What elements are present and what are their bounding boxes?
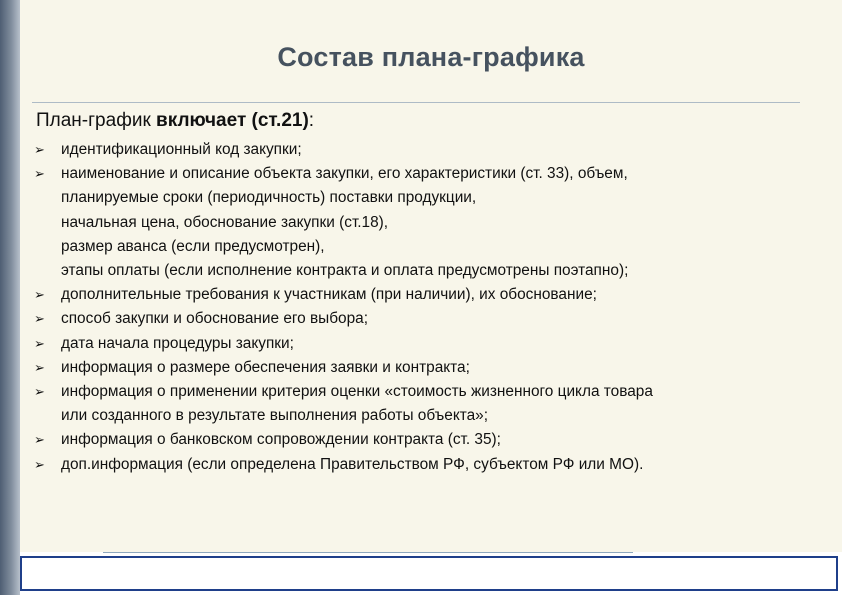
- footer-box: [20, 556, 838, 591]
- list-item: [32, 332, 802, 356]
- intro-bold: включает (ст.21): [156, 110, 309, 131]
- list-item-line: дополнительные требования к участникам (при наличии), их обоснование;: [61, 286, 597, 304]
- list-item: [32, 307, 802, 331]
- left-gradient-bar: [0, 0, 20, 595]
- list-item: [32, 138, 802, 162]
- list-item: [32, 162, 802, 283]
- list-item-line: или созданного в результате выполнения работы объекта»;: [61, 407, 489, 425]
- bottom-divider: [103, 552, 633, 553]
- list-item-line: этапы оплаты (если исполнение контракта и оплата предусмотрены поэтапно);: [61, 262, 629, 280]
- list-item-line: информация о размере обеспечения заявки и контракта;: [61, 358, 470, 376]
- arrowhead-bullet-icon: ➢: [34, 287, 45, 303]
- list-item-line: информация о банковском сопровождении контракта (ст. 35);: [61, 431, 501, 449]
- arrowhead-bullet-icon: ➢: [34, 359, 45, 375]
- intro-line: [36, 110, 314, 132]
- list-item-line: доп.информация (если определена Правительством РФ, субъектом РФ или МО).: [61, 455, 644, 473]
- arrowhead-bullet-icon: ➢: [34, 142, 45, 157]
- bullet-list: [32, 138, 802, 477]
- title-divider: [32, 102, 800, 103]
- list-item-line: начальная цена, обоснование закупки (ст.18),: [61, 213, 389, 231]
- arrowhead-bullet-icon: ➢: [34, 311, 45, 327]
- intro-prefix: План-график: [36, 110, 157, 131]
- list-item-line: информация о применении критерия оценки «стоимость жизненного цикла товара: [61, 383, 653, 401]
- arrowhead-bullet-icon: ➢: [34, 166, 45, 182]
- list-item: [32, 453, 802, 477]
- list-item-line: дата начала процедуры закупки;: [61, 334, 294, 352]
- list-item: [32, 428, 802, 452]
- list-item: [32, 380, 802, 428]
- list-item-line: идентификационный код закупки;: [61, 141, 302, 158]
- list-item: [32, 283, 802, 307]
- slide-title: Состав плана-графика: [277, 42, 585, 72]
- arrowhead-bullet-icon: ➢: [34, 384, 45, 400]
- arrowhead-bullet-icon: ➢: [34, 335, 45, 351]
- list-item-line: планируемые сроки (периодичность) поставки продукции,: [61, 189, 477, 207]
- list-item-line: размер аванса (если предусмотрен),: [61, 237, 325, 255]
- list-item: [32, 356, 802, 380]
- list-item-line: способ закупки и обоснование его выбора;: [61, 310, 369, 328]
- arrowhead-bullet-icon: ➢: [34, 432, 45, 448]
- arrowhead-bullet-icon: ➢: [34, 456, 45, 472]
- intro-suffix: :: [308, 110, 315, 131]
- list-item-line: наименование и описание объекта закупки, его характеристики (ст. 33), объем,: [61, 165, 628, 183]
